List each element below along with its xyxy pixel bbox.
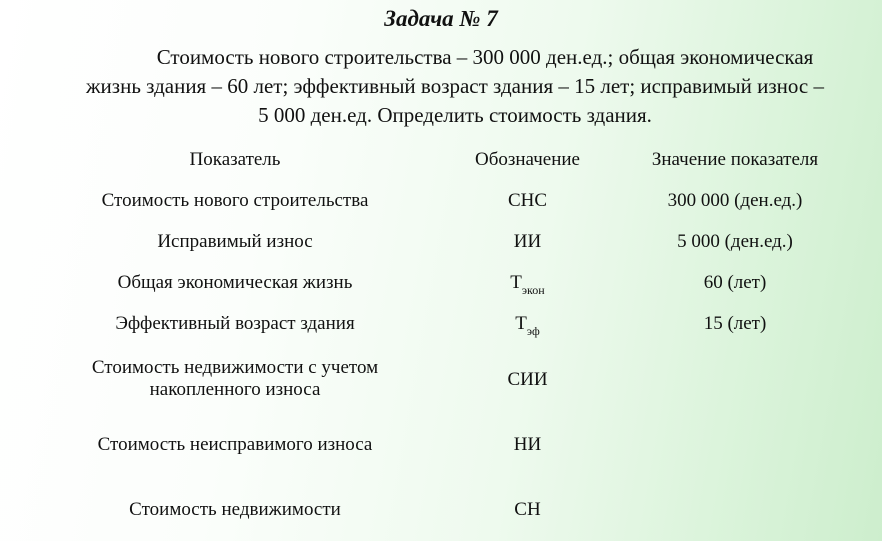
header-value: Значение показателя [651,149,819,170]
row-indicator: Стоимость нового строительства [101,190,369,211]
row-symbol: СН [514,499,541,520]
task-line-3: 5 000 ден.ед. Определить стоимость здания. [258,103,652,127]
symbol-main: Т [515,313,527,334]
symbol-subscript: эф [526,324,540,338]
row-value: 5 000 (ден.ед.) [677,231,793,252]
symbol-subscript: экон [521,283,545,297]
row-indicator: Эффективный возраст здания [115,313,355,334]
task-title: Задача № 7 [384,6,498,31]
row-value: 300 000 (ден.ед.) [667,190,803,211]
symbol-main: Т [510,272,522,293]
row-symbol [465,271,590,302]
header-symbol: Обозначение [475,149,580,170]
task-line-1: Стоимость нового строительства – 300 000 ден.ед.; общая экономическая [156,45,814,69]
row-indicator: Стоимость недвижимости [129,499,341,520]
row-symbol: НИ [513,434,542,455]
row-symbol: СНС [507,190,548,211]
row-symbol: СИИ [507,369,548,390]
row-indicator: Исправимый износ [157,231,313,252]
row-indicator-line: Стоимость недвижимости с учетом [91,357,379,378]
row-indicator-line: накопленного износа [149,379,321,400]
row-value: 60 (лет) [703,272,767,293]
row-symbol: ИИ [513,231,542,252]
row-indicator: Стоимость неисправимого износа [97,434,373,455]
row-indicator [30,357,440,401]
row-value: 15 (лет) [703,313,767,334]
task-line-2: жизнь здания – 60 лет; эффективный возраст здания – 15 лет; исправимый износ – [86,74,824,98]
row-symbol [465,312,590,343]
header-indicator: Показатель [189,149,281,170]
row-indicator: Общая экономическая жизнь [117,272,353,293]
